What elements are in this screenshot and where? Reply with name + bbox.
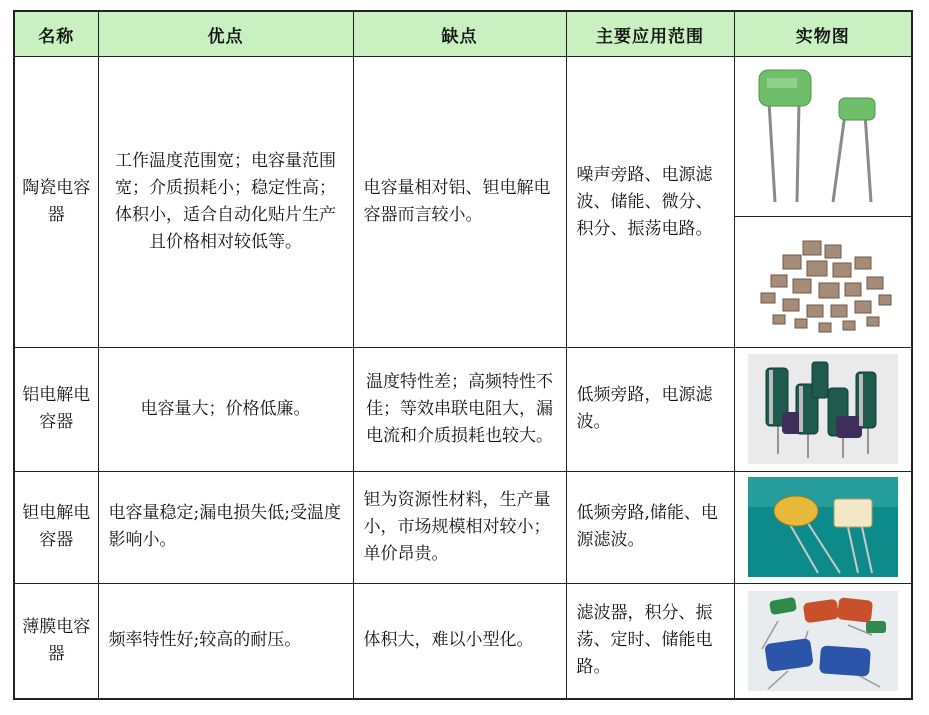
row-name: 薄膜电容器 (14, 583, 98, 699)
capacitor-comparison-table (13, 10, 913, 700)
row-advantages: 电容量稳定;漏电损失低;受温度影响小。 (98, 472, 353, 584)
row-applications: 滤波器，积分、振荡、定时、储能电路。 (566, 583, 734, 699)
row-advantages: 电容量大；价格低廉。 (98, 347, 353, 471)
header-photo: 实物图 (734, 11, 912, 57)
row-disadvantages: 体积大，难以小型化。 (353, 583, 566, 699)
tantalum-capacitor-icon (734, 472, 912, 584)
row-advantages: 工作温度范围宽；电容量范围宽；介质损耗小；稳定性高；体积小，适合自动化贴片生产且价格相对较低等。 (98, 57, 353, 348)
row-disadvantages: 钽为资源性材料，生产量小，市场规模相对较小；单价昂贵。 (353, 472, 566, 584)
table-row (14, 57, 912, 217)
row-disadvantages: 温度特性差；高频特性不佳；等效串联电阻大，漏电流和介质损耗也较大。 (353, 347, 566, 471)
row-disadvantages: 电容量相对铝、钽电解电容器而言较小。 (353, 57, 566, 348)
row-applications: 噪声旁路、电源滤波、储能、微分、积分、振荡电路。 (566, 57, 734, 348)
aluminum-electrolytic-capacitors-icon (734, 347, 912, 471)
green-ceramic-capacitors-icon (734, 57, 912, 217)
smd-ceramic-chip-capacitors-icon (734, 217, 912, 348)
header-name: 名称 (14, 11, 98, 57)
table-row (14, 583, 912, 699)
row-name: 陶瓷电容器 (14, 57, 98, 348)
table-row (14, 472, 912, 584)
row-applications: 低频旁路,储能、电源滤波。 (566, 472, 734, 584)
row-name: 铝电解电容器 (14, 347, 98, 471)
header-row (14, 11, 912, 57)
row-applications: 低频旁路，电源滤波。 (566, 347, 734, 471)
row-advantages: 频率特性好;较高的耐压。 (98, 583, 353, 699)
row-name: 钽电解电容器 (14, 472, 98, 584)
header-advantages: 优点 (98, 11, 353, 57)
header-applications: 主要应用范围 (566, 11, 734, 57)
header-disadvantages: 缺点 (353, 11, 566, 57)
table-row (14, 347, 912, 471)
film-capacitors-icon (734, 583, 912, 699)
